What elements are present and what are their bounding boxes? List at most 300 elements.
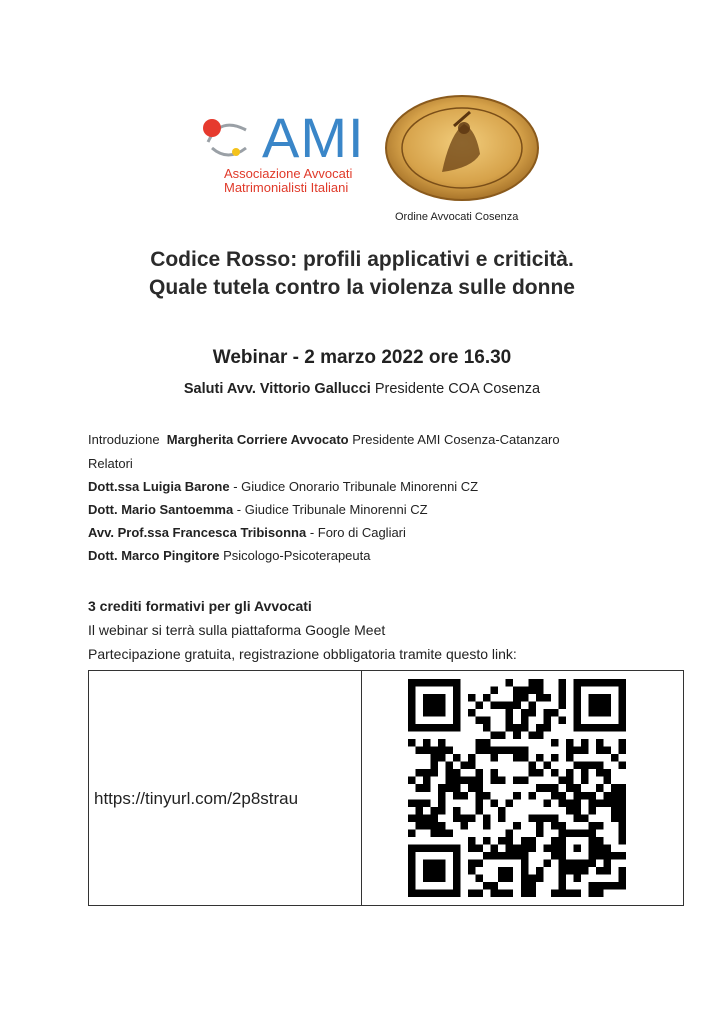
qr-module xyxy=(476,799,484,807)
qr-module xyxy=(461,762,469,770)
qr-module xyxy=(536,694,544,702)
qr-module xyxy=(581,679,589,687)
qr-module xyxy=(551,769,559,777)
qr-module xyxy=(581,867,589,875)
qr-module xyxy=(453,859,461,867)
qr-module xyxy=(551,709,559,717)
qr-module xyxy=(573,844,581,852)
qr-module xyxy=(483,739,491,747)
qr-module xyxy=(468,777,476,785)
qr-module xyxy=(491,852,499,860)
qr-module xyxy=(573,874,581,882)
qr-module xyxy=(408,814,416,822)
qr-module xyxy=(611,814,619,822)
qr-module xyxy=(476,874,484,882)
qr-module xyxy=(438,889,446,897)
qr-module xyxy=(408,799,416,807)
qr-module xyxy=(603,709,611,717)
qr-module xyxy=(468,814,476,822)
qr-module xyxy=(558,702,566,710)
qr-module xyxy=(483,882,491,890)
qr-module xyxy=(543,724,551,732)
qr-module xyxy=(408,882,416,890)
qr-module xyxy=(468,709,476,717)
qr-module xyxy=(491,732,499,740)
qr-module xyxy=(521,747,529,755)
qr-module xyxy=(596,709,604,717)
qr-module xyxy=(573,694,581,702)
qr-module xyxy=(566,769,574,777)
qr-module xyxy=(513,852,521,860)
qr-module xyxy=(558,867,566,875)
qr-module xyxy=(431,822,439,830)
qr-module xyxy=(498,852,506,860)
qr-module xyxy=(513,747,521,755)
qr-module xyxy=(536,874,544,882)
ami-logo xyxy=(198,106,365,195)
qr-module xyxy=(611,754,619,762)
qr-module xyxy=(453,844,461,852)
qr-module xyxy=(438,799,446,807)
qr-module xyxy=(431,807,439,815)
qr-module xyxy=(423,702,431,710)
qr-module xyxy=(573,799,581,807)
qr-module xyxy=(453,777,461,785)
qr-module xyxy=(611,807,619,815)
qr-module xyxy=(498,777,506,785)
qr-module xyxy=(596,739,604,747)
qr-module xyxy=(588,679,596,687)
qr-module xyxy=(528,709,536,717)
qr-module xyxy=(506,889,514,897)
link-cell xyxy=(89,671,362,905)
qr-module xyxy=(423,799,431,807)
qr-module xyxy=(513,687,521,695)
qr-module xyxy=(416,799,424,807)
qr-module xyxy=(491,844,499,852)
qr-module xyxy=(573,687,581,695)
qr-module xyxy=(431,874,439,882)
registration-link[interactable]: https://tinyurl.com/2p8strau xyxy=(94,789,299,808)
qr-module xyxy=(491,769,499,777)
qr-module xyxy=(558,799,566,807)
qr-module xyxy=(521,709,529,717)
crediti-line: 3 crediti formativi per gli Avvocati xyxy=(88,598,312,614)
qr-module xyxy=(581,762,589,770)
qr-module xyxy=(513,777,521,785)
qr-module xyxy=(408,739,416,747)
qr-module xyxy=(543,844,551,852)
qr-module xyxy=(588,844,596,852)
qr-module xyxy=(618,762,626,770)
qr-module xyxy=(618,784,626,792)
qr-module xyxy=(408,859,416,867)
qr-module xyxy=(408,829,416,837)
qr-module xyxy=(596,694,604,702)
qr-module xyxy=(566,799,574,807)
qr-module xyxy=(416,747,424,755)
qr-module xyxy=(566,747,574,755)
qr-module xyxy=(528,844,536,852)
qr-module xyxy=(491,747,499,755)
qr-module xyxy=(498,889,506,897)
qr-module xyxy=(558,844,566,852)
qr-module xyxy=(573,762,581,770)
qr-module xyxy=(446,724,454,732)
qr-module xyxy=(423,867,431,875)
qr-module xyxy=(431,709,439,717)
qr-module xyxy=(461,814,469,822)
qr-module xyxy=(558,829,566,837)
qr-module xyxy=(521,724,529,732)
qr-module xyxy=(408,679,416,687)
qr-module xyxy=(618,747,626,755)
qr-module xyxy=(453,694,461,702)
qr-module xyxy=(506,874,514,882)
speaker-row xyxy=(88,479,478,494)
qr-module xyxy=(408,709,416,717)
qr-module xyxy=(551,822,559,830)
qr-module xyxy=(408,717,416,725)
qr-module xyxy=(408,777,416,785)
qr-module xyxy=(446,679,454,687)
speaker-role: - Giudice Tribunale Minorenni CZ xyxy=(233,502,428,517)
qr-module xyxy=(611,724,619,732)
qr-module xyxy=(536,724,544,732)
qr-module xyxy=(596,882,604,890)
qr-module xyxy=(573,889,581,897)
qr-module xyxy=(618,882,626,890)
qr-module xyxy=(438,859,446,867)
qr-module xyxy=(431,747,439,755)
qr-module xyxy=(566,867,574,875)
qr-module xyxy=(506,829,514,837)
intro-role: Presidente AMI Cosenza-Catanzaro xyxy=(348,432,560,447)
qr-module xyxy=(543,717,551,725)
qr-module xyxy=(468,837,476,845)
qr-module xyxy=(536,784,544,792)
qr-module xyxy=(611,882,619,890)
qr-module xyxy=(491,777,499,785)
qr-module xyxy=(423,889,431,897)
qr-module xyxy=(611,679,619,687)
qr-module xyxy=(588,829,596,837)
qr-module xyxy=(588,694,596,702)
qr-module xyxy=(558,687,566,695)
qr-module xyxy=(618,702,626,710)
qr-module xyxy=(618,837,626,845)
qr-code-icon[interactable] xyxy=(403,679,631,897)
qr-module xyxy=(596,822,604,830)
qr-module xyxy=(423,844,431,852)
qr-module xyxy=(483,837,491,845)
qr-module xyxy=(566,859,574,867)
qr-module xyxy=(573,709,581,717)
qr-module xyxy=(611,792,619,800)
relatori-label: Relatori xyxy=(88,456,133,471)
qr-module xyxy=(498,732,506,740)
qr-module xyxy=(521,837,529,845)
qr-module xyxy=(573,867,581,875)
qr-module xyxy=(558,822,566,830)
qr-module xyxy=(573,859,581,867)
qr-module xyxy=(408,889,416,897)
qr-module xyxy=(558,882,566,890)
qr-module xyxy=(558,852,566,860)
qr-module xyxy=(528,732,536,740)
qr-module xyxy=(618,717,626,725)
qr-module xyxy=(431,867,439,875)
qr-module xyxy=(438,724,446,732)
qr-module xyxy=(468,844,476,852)
qr-module xyxy=(423,709,431,717)
qr-module xyxy=(476,889,484,897)
qr-module xyxy=(498,867,506,875)
qr-module xyxy=(498,814,506,822)
qr-module xyxy=(416,889,424,897)
qr-module xyxy=(573,807,581,815)
qr-module xyxy=(416,822,424,830)
qr-module xyxy=(573,792,581,800)
qr-module xyxy=(476,859,484,867)
qr-module xyxy=(483,822,491,830)
qr-module xyxy=(528,837,536,845)
qr-module xyxy=(603,799,611,807)
qr-module xyxy=(491,687,499,695)
qr-module xyxy=(596,784,604,792)
qr-module xyxy=(423,724,431,732)
qr-module xyxy=(423,874,431,882)
intro-name: Margherita Corriere Avvocato xyxy=(166,432,349,447)
qr-module xyxy=(528,762,536,770)
qr-module xyxy=(618,739,626,747)
qr-module xyxy=(543,784,551,792)
qr-module xyxy=(573,724,581,732)
qr-module xyxy=(566,739,574,747)
link-table xyxy=(88,670,684,906)
qr-module xyxy=(446,844,454,852)
qr-module xyxy=(506,844,514,852)
qr-module xyxy=(423,694,431,702)
qr-module xyxy=(416,724,424,732)
qr-module xyxy=(521,777,529,785)
qr-module xyxy=(453,784,461,792)
qr-module xyxy=(543,814,551,822)
qr-module xyxy=(453,769,461,777)
qr-module xyxy=(498,874,506,882)
qr-module xyxy=(483,724,491,732)
qr-module xyxy=(573,829,581,837)
qr-module xyxy=(468,889,476,897)
qr-module xyxy=(596,844,604,852)
qr-module xyxy=(438,829,446,837)
qr-module xyxy=(588,724,596,732)
title-line-2: Quale tutela contro la violenza sulle donne xyxy=(149,276,575,299)
qr-module xyxy=(588,709,596,717)
speaker-name: Dott. Mario Santoemma xyxy=(88,502,234,517)
qr-module xyxy=(588,837,596,845)
qr-module xyxy=(431,844,439,852)
qr-module xyxy=(618,829,626,837)
qr-module xyxy=(536,814,544,822)
qr-module xyxy=(506,679,514,687)
qr-module xyxy=(453,889,461,897)
qr-module xyxy=(558,874,566,882)
qr-module xyxy=(416,814,424,822)
speaker-role: - Foro di Cagliari xyxy=(306,525,406,540)
qr-module xyxy=(528,889,536,897)
qr-module xyxy=(558,679,566,687)
qr-module xyxy=(528,679,536,687)
partecipazione-line: Partecipazione gratuita, registrazione obbligatoria tramite questo link: xyxy=(88,646,517,662)
qr-module xyxy=(446,762,454,770)
qr-module xyxy=(618,679,626,687)
qr-module xyxy=(581,769,589,777)
qr-module xyxy=(581,724,589,732)
speaker-name: Dott.ssa Luigia Barone xyxy=(88,479,230,494)
qr-module xyxy=(438,792,446,800)
qr-module xyxy=(513,844,521,852)
qr-module xyxy=(581,814,589,822)
qr-module xyxy=(506,852,514,860)
intro-line xyxy=(88,432,560,447)
qr-module xyxy=(408,702,416,710)
qr-module xyxy=(566,777,574,785)
qr-module xyxy=(558,792,566,800)
qr-module xyxy=(596,852,604,860)
qr-module xyxy=(506,799,514,807)
qr-module xyxy=(476,769,484,777)
qr-module xyxy=(431,762,439,770)
qr-module xyxy=(618,807,626,815)
qr-module xyxy=(506,867,514,875)
qr-module xyxy=(438,694,446,702)
qr-module xyxy=(536,732,544,740)
qr-module xyxy=(551,837,559,845)
qr-module xyxy=(551,814,559,822)
qr-module xyxy=(513,732,521,740)
qr-module xyxy=(506,837,514,845)
qr-module xyxy=(528,769,536,777)
qr-module xyxy=(453,814,461,822)
qr-module xyxy=(543,799,551,807)
qr-module xyxy=(566,754,574,762)
qr-module xyxy=(408,687,416,695)
qr-module xyxy=(528,882,536,890)
qr-module xyxy=(528,702,536,710)
qr-module xyxy=(603,769,611,777)
speaker-name: Dott. Marco Pingitore xyxy=(88,548,220,563)
qr-module xyxy=(423,769,431,777)
qr-module xyxy=(596,889,604,897)
title-line-1: Codice Rosso: profili applicativi e criticità. xyxy=(150,248,574,271)
qr-module xyxy=(551,852,559,860)
qr-module xyxy=(558,777,566,785)
qr-module xyxy=(603,724,611,732)
saluti-role: Presidente COA Cosenza xyxy=(370,381,541,397)
speaker-role: - Giudice Onorario Tribunale Minorenni CZ xyxy=(229,479,479,494)
qr-module xyxy=(551,739,559,747)
qr-module xyxy=(416,769,424,777)
qr-module xyxy=(558,889,566,897)
qr-module xyxy=(446,777,454,785)
qr-module xyxy=(588,792,596,800)
qr-module xyxy=(446,769,454,777)
qr-module xyxy=(581,792,589,800)
qr-module xyxy=(483,792,491,800)
qr-module xyxy=(453,807,461,815)
qr-module xyxy=(618,792,626,800)
qr-module xyxy=(423,814,431,822)
qr-module xyxy=(408,867,416,875)
qr-module xyxy=(431,769,439,777)
qr-module xyxy=(611,852,619,860)
qr-module xyxy=(536,867,544,875)
qr-module xyxy=(453,882,461,890)
qr-module xyxy=(573,702,581,710)
qr-module xyxy=(588,702,596,710)
qr-module xyxy=(513,724,521,732)
qr-module xyxy=(476,777,484,785)
qr-module xyxy=(536,822,544,830)
ami-subtitle-1: Associazione Avvocati xyxy=(224,166,353,181)
qr-module xyxy=(573,717,581,725)
qr-module xyxy=(513,702,521,710)
qr-module xyxy=(603,867,611,875)
speaker-row xyxy=(88,525,406,540)
qr-module xyxy=(506,724,514,732)
intro-label: Introduzione xyxy=(88,432,160,447)
qr-module xyxy=(558,717,566,725)
qr-module xyxy=(423,679,431,687)
qr-module xyxy=(423,784,431,792)
qr-module xyxy=(476,844,484,852)
qr-module xyxy=(431,724,439,732)
qr-module xyxy=(431,694,439,702)
qr-module xyxy=(543,709,551,717)
qr-module xyxy=(603,844,611,852)
qr-module xyxy=(603,859,611,867)
qr-module xyxy=(468,754,476,762)
qr-module xyxy=(536,687,544,695)
saluti-line xyxy=(0,381,724,397)
qr-module xyxy=(453,874,461,882)
qr-module xyxy=(603,702,611,710)
qr-module xyxy=(596,867,604,875)
qr-module xyxy=(588,807,596,815)
qr-module xyxy=(483,814,491,822)
qr-module xyxy=(431,889,439,897)
qr-module xyxy=(446,889,454,897)
qr-module xyxy=(453,679,461,687)
qr-module xyxy=(453,792,461,800)
qr-module xyxy=(438,874,446,882)
qr-module xyxy=(588,799,596,807)
qr-module xyxy=(453,867,461,875)
qr-module xyxy=(536,679,544,687)
qr-module xyxy=(506,702,514,710)
qr-module xyxy=(543,859,551,867)
qr-module xyxy=(603,792,611,800)
qr-module xyxy=(491,799,499,807)
qr-module xyxy=(423,739,431,747)
qr-module xyxy=(416,784,424,792)
qr-module xyxy=(438,679,446,687)
qr-module xyxy=(446,747,454,755)
qr-module xyxy=(603,852,611,860)
saluti-name: Saluti Avv. Vittorio Gallucci xyxy=(183,381,371,397)
qr-module xyxy=(536,829,544,837)
